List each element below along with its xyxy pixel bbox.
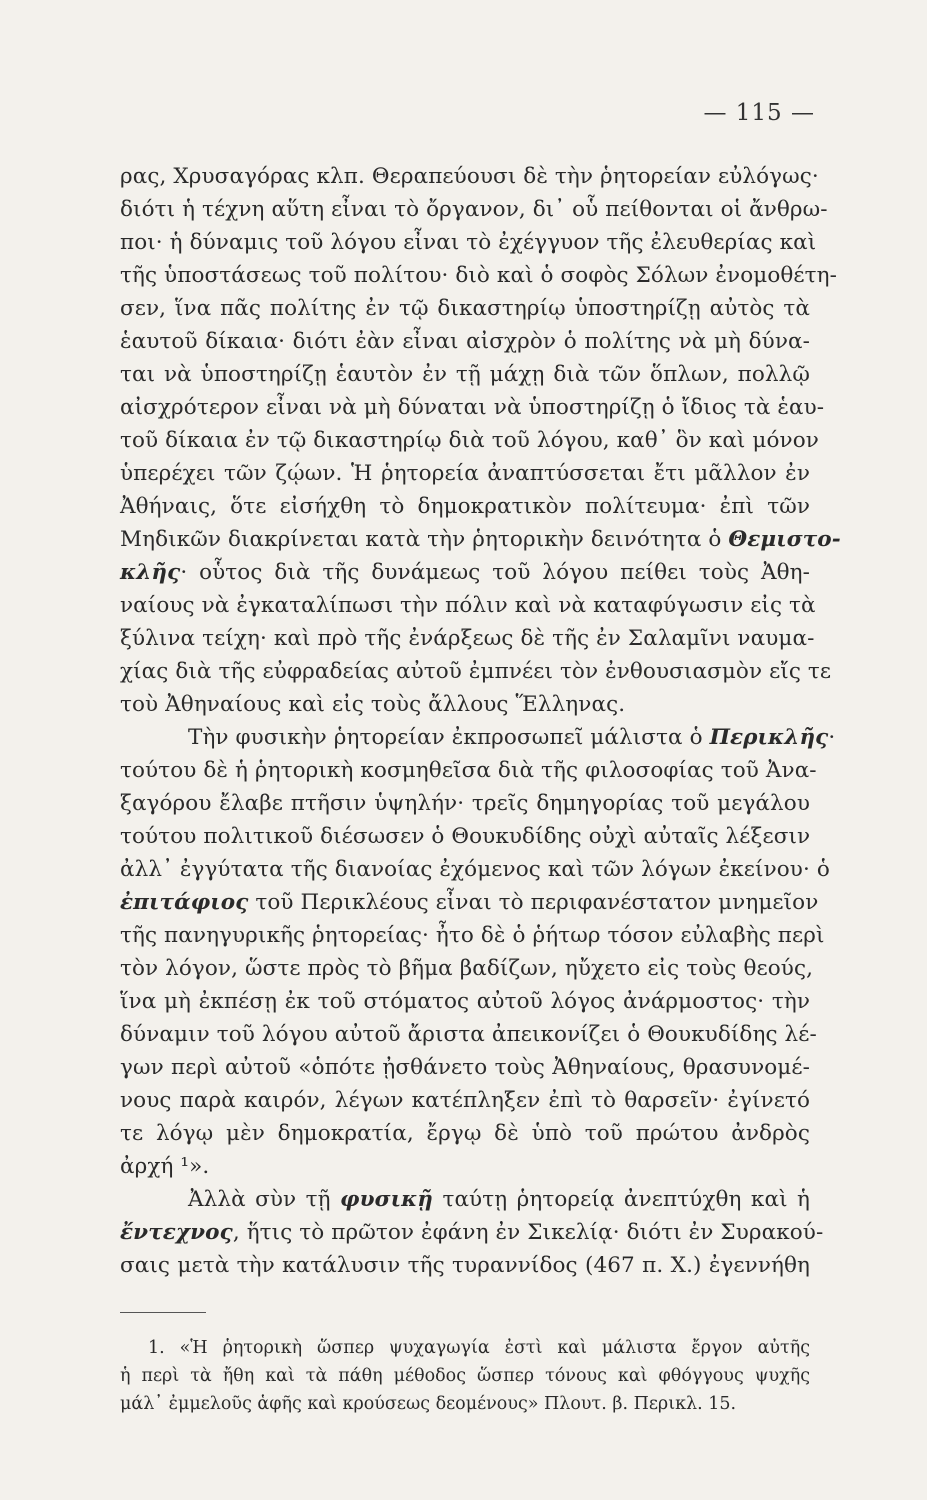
- text-line: [120, 655, 832, 688]
- text-run: τοὺ Ἀθηναίους καὶ εἰς τοὺς ἄλλους Ἕλληνας.: [120, 692, 626, 717]
- text-line: [120, 226, 817, 259]
- text-line: [120, 622, 815, 655]
- text-run: Μηδικῶν διακρίνεται κατὰ τὴν ῥητορικὴν δεινότητα ὁ: [120, 527, 729, 552]
- text-line: [120, 1216, 824, 1249]
- footnotes: [120, 1334, 810, 1418]
- emphasized-term: ἔντεχνος: [120, 1220, 233, 1245]
- text-run: ἑαυτοῦ δίκαια· διότι ἐὰν εἶναι αἰσχρὸν ὁ πολίτης νὰ μὴ δύνα-: [120, 329, 810, 354]
- text-line: [120, 1117, 810, 1150]
- text-line: [120, 523, 841, 556]
- text-line: [120, 259, 838, 292]
- emphasized-term: Θεμιστο-: [728, 527, 841, 552]
- text-line: [120, 325, 810, 358]
- text-line: [120, 754, 817, 787]
- text-run: τοῦ δίκαια ἐν τῷ δικαστηρίῳ διὰ τοῦ λόγου, καθ᾽ ὃν καὶ μόνον: [120, 428, 819, 453]
- text-line: [120, 1084, 810, 1117]
- text-line: [120, 490, 810, 523]
- text-line: [120, 721, 836, 754]
- text-run: διότι ἡ τέχνη αὕτη εἶναι τὸ ὄργανον, δι᾽ οὗ πείθονται οἱ ἄνθρω-: [120, 197, 828, 222]
- text-run: ξαγόρου ἔλαβε πτῆσιν ὑψηλήν· τρεῖς δημηγορίας τοῦ μεγάλου: [120, 791, 810, 816]
- emphasized-term: φυσικῇ: [340, 1187, 434, 1212]
- text-line: [120, 853, 830, 886]
- text-line: [120, 985, 810, 1018]
- emphasized-term: Περικλῆς: [709, 725, 829, 750]
- text-line: [120, 457, 810, 490]
- text-line: [120, 391, 825, 424]
- text-run: τῆς ὑποστάσεως τοῦ πολίτου· διὸ καὶ ὁ σοφὸς Σόλων ἐνομοθέτη-: [120, 263, 838, 288]
- text-run: τὸν λόγον, ὥστε πρὸς τὸ βῆμα βαδίζων, ηὔχετο εἰς τοὺς θεούς,: [120, 956, 814, 981]
- text-line: [120, 820, 810, 853]
- text-line: [120, 358, 810, 391]
- footnote-line: μάλ᾽ ἐμμελοῦς ἁφῆς καὶ κρούσεως δεομένους» Πλουτ. β. Περικλ. 15.: [120, 1394, 737, 1414]
- text-line: [120, 424, 819, 457]
- emphasized-term: κλῆς: [120, 560, 181, 585]
- text-run: · οὗτος διὰ τῆς δυνάμεως τοῦ λόγου πείθει τοὺς Ἀθη-: [180, 560, 810, 585]
- text-line: [120, 292, 810, 325]
- text-line: [120, 688, 810, 721]
- text-run: τοῦ Περικλέους εἶναι τὸ περιφανέστατον μνημεῖον: [248, 890, 819, 915]
- text-run: Ἀλλὰ σὺν τῇ: [188, 1187, 341, 1212]
- main-text: [120, 160, 841, 1282]
- text-run: τούτου πολιτικοῦ διέσωσεν ὁ Θουκυδίδης οὐχὶ αὐταῖς λέξεσιν: [120, 824, 811, 849]
- text-line: [120, 160, 819, 193]
- text-line: [120, 1051, 810, 1084]
- text-run: Ἀθήναις, ὅτε εἰσήχθη τὸ δημοκρατικὸν πολίτευμα· ἐπὶ τῶν: [120, 494, 810, 519]
- text-line: [120, 952, 814, 985]
- text-run: ·: [828, 725, 836, 750]
- text-run: χίας διὰ τῆς εὐφραδείας αὐτοῦ ἐμπνέει τὸν ἐνθουσιασμὸν εἴς τε: [120, 659, 832, 684]
- text-run: ἀρχή ¹».: [120, 1154, 210, 1179]
- text-run: αἰσχρότερον εἶναι νὰ μὴ δύναται νὰ ὑποστηρίζῃ ὁ ἴδιος τὰ ἑαυ-: [120, 395, 825, 420]
- text-line: [120, 1150, 810, 1183]
- text-run: δύναμιν τοῦ λόγου αὐτοῦ ἄριστα ἀπεικονίζει ὁ Θουκυδίδης λέ-: [120, 1022, 817, 1047]
- text-line: [120, 1183, 810, 1216]
- text-run: σαις μετὰ τὴν κατάλυσιν τῆς τυραννίδος (467 π. Χ.) ἐγεννήθη: [120, 1253, 810, 1278]
- text-run: τε λόγῳ μὲν δημοκρατία, ἔργῳ δὲ ὑπὸ τοῦ πρώτου ἀνδρὸς: [120, 1121, 810, 1146]
- text-run: νους παρὰ καιρόν, λέγων κατέπληξεν ἐπὶ τὸ θαρσεῖν· ἐγίνετό: [120, 1088, 810, 1113]
- text-line: [120, 1018, 817, 1051]
- text-line: [120, 919, 825, 952]
- text-run: , ἥτις τὸ πρῶτον ἐφάνη ἐν Σικελίᾳ· διότι ἐν Συρακού-: [232, 1220, 824, 1245]
- text-run: τούτου δὲ ἡ ῥητορικὴ κοσμηθεῖσα διὰ τῆς φιλοσοφίας τοῦ Ἀνα-: [120, 758, 817, 783]
- page-number: — 115 —: [703, 100, 815, 126]
- text-run: ποι· ἡ δύναμις τοῦ λόγου εἶναι τὸ ἐχέγγυον τῆς ἐλευθερίας καὶ: [120, 230, 817, 255]
- text-run: ἀλλ᾽ ἐγγύτατα τῆς διανοίας ἐχόμενος καὶ τῶν λόγων ἐκείνου· ὁ: [120, 857, 830, 882]
- text-run: ταύτῃ ῥητορείᾳ ἀνεπτύχθη καὶ ἡ: [433, 1187, 811, 1212]
- text-run: ὑπερέχει τῶν ζῴων. Ἡ ῥητορεία ἀναπτύσσεται ἔτι μᾶλλον ἐν: [120, 461, 810, 486]
- text-run: ρας, Χρυσαγόρας κλπ. Θεραπεύουσι δὲ τὴν ῥητορείαν εὐλόγως·: [120, 164, 819, 189]
- text-line: [120, 1249, 810, 1282]
- text-run: Τὴν φυσικὴν ῥητορείαν ἐκπροσωπεῖ μάλιστα ὁ: [188, 725, 710, 750]
- footnote-divider: [120, 1312, 206, 1313]
- text-line: [120, 589, 816, 622]
- text-line: [120, 556, 810, 589]
- footnote-line: ἡ περὶ τὰ ἤθη καὶ τὰ πάθη μέθοδος ὥσπερ τόνους καὶ φθόγγους ψυχῆς: [120, 1366, 810, 1386]
- text-line: [120, 886, 819, 919]
- text-run: σεν, ἵνα πᾶς πολίτης ἐν τῷ δικαστηρίῳ ὑποστηρίζῃ αὐτὸς τὰ: [120, 296, 810, 321]
- emphasized-term: ἐπιτάφιος: [120, 890, 249, 915]
- text-line: [120, 193, 828, 226]
- footnote-line: 1. «Ἡ ῥητορικὴ ὥσπερ ψυχαγωγία ἐστὶ καὶ μάλιστα ἔργον αὐτῆς: [148, 1338, 810, 1358]
- text-run: ται νὰ ὑποστηρίζῃ ἑαυτὸν ἐν τῇ μάχῃ διὰ τῶν ὅπλων, πολλῷ: [120, 362, 810, 387]
- text-run: ἵνα μὴ ἐκπέσῃ ἐκ τοῦ στόματος αὐτοῦ λόγος ἀνάρμοστος· τὴν: [120, 989, 810, 1014]
- text-run: ξύλινα τείχη· καὶ πρὸ τῆς ἐνάρξεως δὲ τῆς ἐν Σαλαμῖνι ναυμα-: [120, 626, 815, 651]
- text-run: γων περὶ αὐτοῦ «ὁπότε ᾐσθάνετο τοὺς Ἀθηναίους, θρασυνομέ-: [120, 1055, 810, 1080]
- text-run: ναίους νὰ ἐγκαταλίπωσι τὴν πόλιν καὶ νὰ καταφύγωσιν εἰς τὰ: [120, 593, 816, 618]
- text-line: [120, 787, 810, 820]
- text-run: τῆς πανηγυρικῆς ῥητορείας· ἦτο δὲ ὁ ῥήτωρ τόσον εὐλαβὴς περὶ: [120, 923, 825, 948]
